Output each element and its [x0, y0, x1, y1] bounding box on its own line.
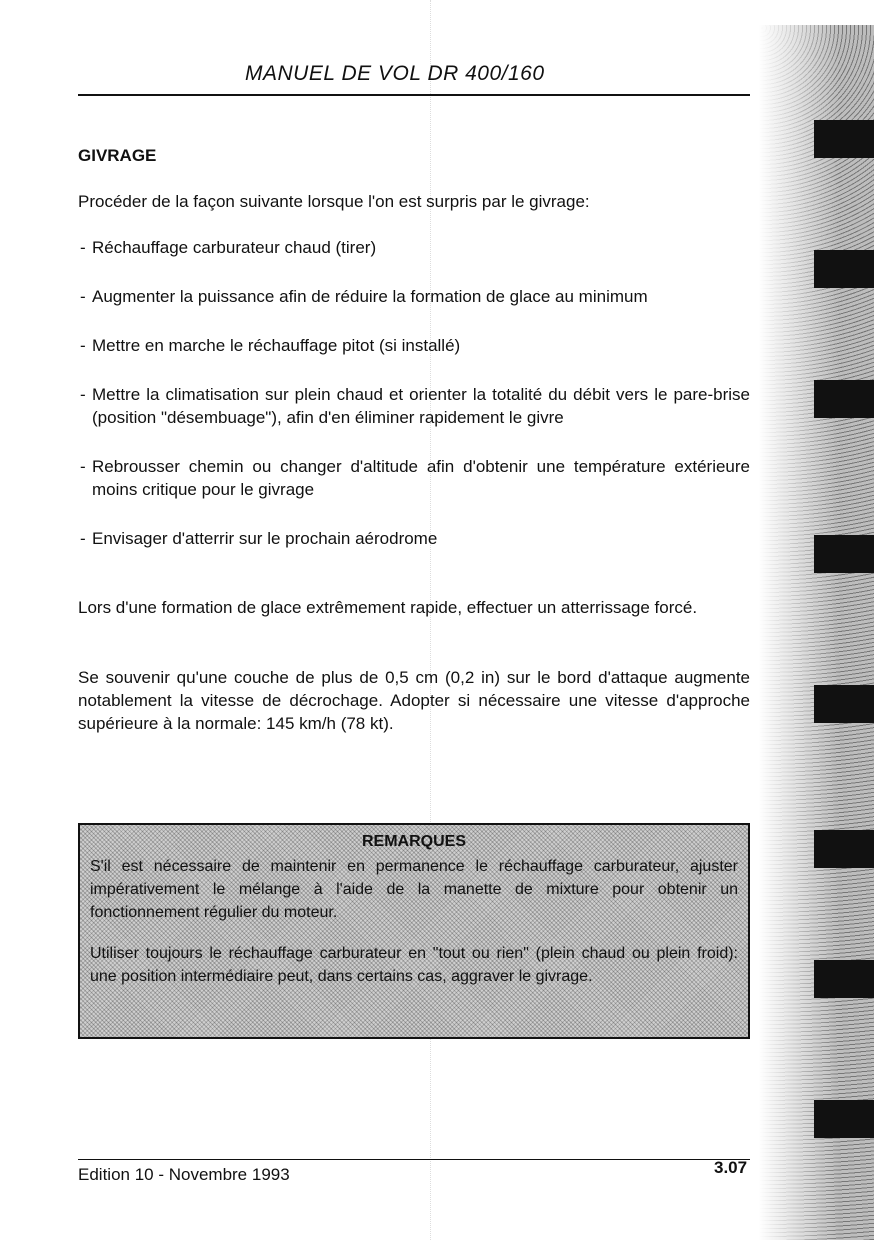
edition-label: Edition 10 - Novembre 1993 — [78, 1165, 290, 1184]
remarques-title: REMARQUES — [361, 833, 466, 850]
binding-tab — [814, 685, 874, 723]
procedure-step: - Réchauffage carburateur chaud (tirer) — [80, 236, 750, 259]
remarque-item: Utiliser toujours le réchauffage carburateur en "tout ou rien" (plein chaud ou plein froid): une position intermédiaire peut, dans certains cas, aggraver le givrage. — [90, 945, 738, 985]
binding-tab — [814, 120, 874, 158]
procedure-step: - Mettre la climatisation sur plein chaud et orienter la totalité du débit vers le pare-brise (position "désembuage"), afin d'en éliminer rapidement le givre — [80, 383, 750, 429]
page-number: 3.07 — [714, 1158, 748, 1177]
procedure-step: - Envisager d'atterrir sur le prochain aérodrome — [80, 527, 750, 550]
forced-landing-paragraph: Lors d'une formation de glace extrêmement rapide, effectuer un atterrissage forcé. — [78, 598, 698, 617]
binding-edge — [759, 25, 874, 1240]
header-divider — [78, 94, 750, 96]
binding-tab — [814, 960, 874, 998]
binding-tab — [814, 535, 874, 573]
scan-fold-line — [430, 0, 431, 1240]
procedure-step: - Rebrousser chemin ou changer d'altitude afin d'obtenir une température extérieure moins critique pour le givrage — [80, 455, 750, 501]
binding-tab — [814, 380, 874, 418]
footer-divider — [78, 1159, 750, 1160]
procedure-step: - Mettre en marche le réchauffage pitot (si installé) — [80, 334, 750, 357]
remarques-box — [78, 823, 750, 1039]
stall-speed-paragraph: Se souvenir qu'une couche de plus de 0,5 cm (0,2 in) sur le bord d'attaque augmente notablement la vitesse de décrochage. Adopter si nécessaire une vitesse d'approche supérieure à la normale: 145 km/h (78 kt). — [78, 668, 750, 733]
section-intro: Procéder de la façon suivante lorsque l'on est surpris par le givrage: — [78, 192, 590, 211]
procedure-steps — [80, 236, 750, 576]
binding-tab — [814, 1100, 874, 1138]
binding-tab — [814, 250, 874, 288]
page-title: MANUEL DE VOL DR 400/160 — [245, 62, 545, 85]
section-title: GIVRAGE — [78, 146, 157, 165]
procedure-step: - Augmenter la puissance afin de réduire la formation de glace au minimum — [80, 285, 750, 308]
binding-tab — [814, 830, 874, 868]
remarque-item: S'il est nécessaire de maintenir en permanence le réchauffage carburateur, ajuster impérativement le mélange à l'aide de la manette de mixture pour obtenir un fonctionnement régulier du moteur. — [90, 858, 738, 921]
